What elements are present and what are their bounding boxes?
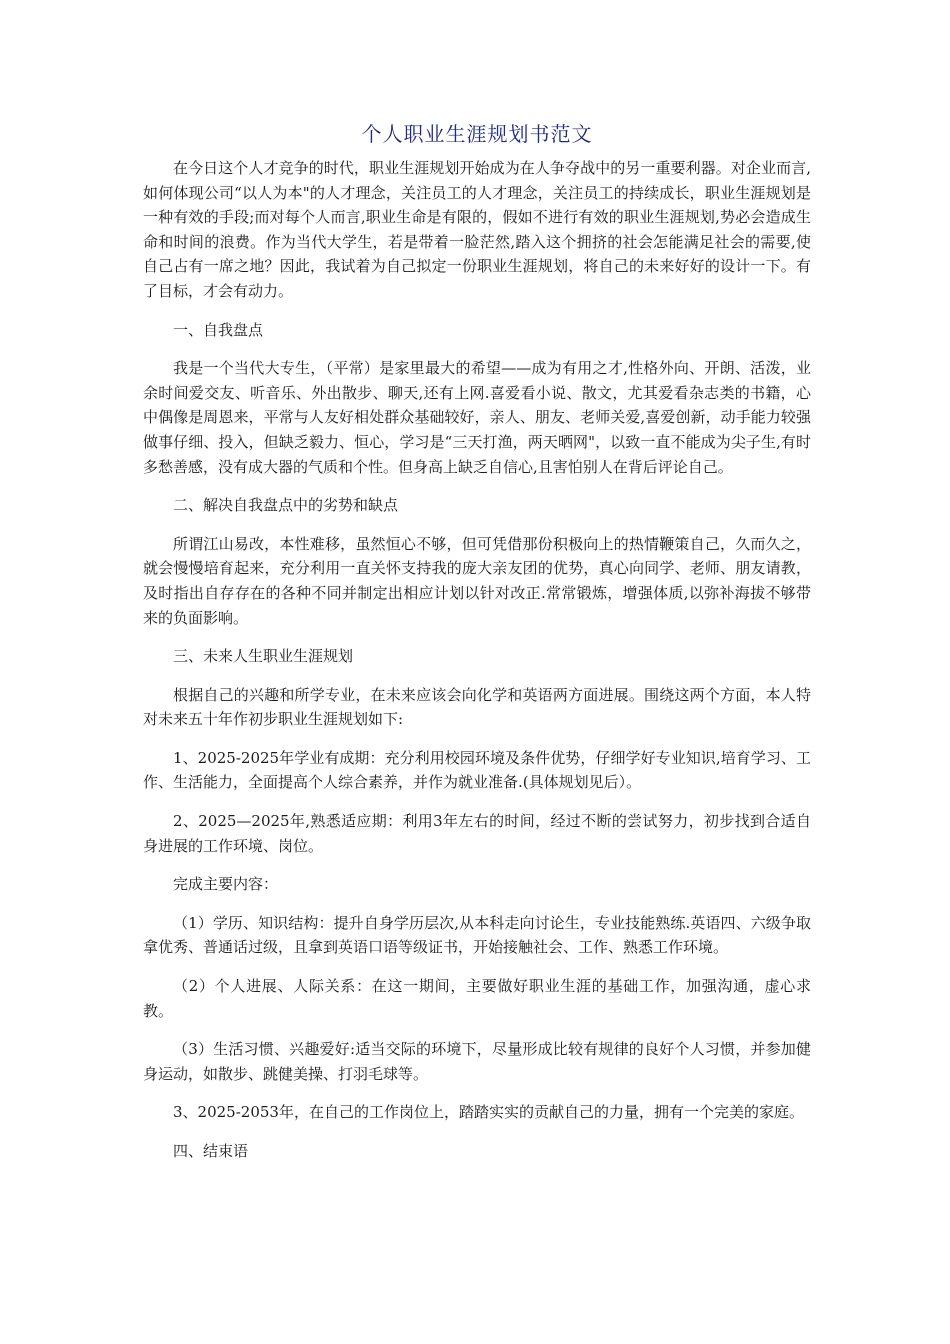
section-heading-conclusion: 四、结束语 [173, 1142, 249, 1160]
document-page [143, 118, 811, 1178]
document-title: 个人职业生涯规划书范文 [361, 122, 593, 146]
task-item-2: （2）个人进展、人际关系：在这一期间，主要做好职业生涯的基础工作，加强沟通，虚心求教。 [143, 977, 811, 1020]
section-heading-self-assessment: 一、自我盘点 [173, 320, 264, 339]
plan-stage-3: 3、2025-2053年，在自己的工作岗位上，踏踏实实的贡献自己的力量，拥有一个完美的家庭。 [173, 1103, 804, 1122]
section-heading-weakness-solutions: 二、解决自我盘点中的劣势和缺点 [173, 496, 399, 515]
career-plan-intro-paragraph: 根据自己的兴趣和所学专业，在未来应该会向化学和英语两方面进展。围绕这两个方面，本人特对未来五十年作初步职业生涯规划如下: [143, 685, 811, 729]
task-item-3: （3）生活习惯、兴趣爱好:适当交际的环境下，尽量形成比较有规律的良好个人习惯，并参加健身运动，如散步、跳健美操、打羽毛球等。 [143, 1040, 811, 1083]
task-item-1: （1）学历、知识结构：提升自身学历层次,从本科走向讨论生，专业技能熟练.英语四、六级争取拿优秀、普通话过级，且拿到英语口语等级证书，开始接触社会、工作、熟悉工作环境。 [143, 913, 811, 957]
weakness-solutions-paragraph: 所谓江山易改，本性难移，虽然恒心不够，但可凭借那份积极向上的热情鞭策自己，久而久之，就会慢慢培育起来，充分利用一直关怀支持我的庞大亲友团的优势，真心向同学、老师、朋友请教，及时指出自存存在的各种不同并制定出相应计划以针对改正.常常锻炼，增强体质,以弥补海拔不够带来的负面影响。 [143, 534, 811, 627]
self-assessment-paragraph: 我是一个当代大专生，（平常）是家里最大的希望——成为有用之才,性格外向、开朗、活泼，业余时间爱交友、听音乐、外出散步、聊天,还有上网.喜爱看小说、散文，尤其爱看杂志类的书籍，心中偶像是周恩来，平常与人友好相处群众基础较好，亲人、朋友、老师关爱,喜爱创新，动手能力较强做事仔细、投入，但缺乏毅力、恒心，学习是“三天打渔，两天晒网"，以致一直不能成为尖子生,有时多愁善感，没有成大器的气质和个性。但身高上缺乏自信心,且害怕别人在背后评论自己。 [143, 359, 811, 476]
plan-stage-2: 2、2025—2025年,熟悉适应期：利用3年左右的时间，经过不断的尝试努力，初步找到合适自身进展的工作环境、岗位。 [143, 812, 811, 855]
tasks-heading: 完成主要内容： [173, 875, 279, 894]
section-heading-career-plan: 三、未来人生职业生涯规划 [173, 647, 354, 666]
plan-stage-1: 1、2025-2025年学业有成期：充分利用校园环境及条件优势，仔细学好专业知识,培育学习、工作、生活能力，全面提高个人综合素养，并作为就业准备.(具体规划见后）。 [143, 748, 811, 792]
intro-paragraph: 在今日这个人才竞争的时代，职业生涯规划开始成为在人争夺战中的另一重要利器。对企业而言,如何体现公司“以人为本"的人才理念，关注员工的人才理念，关注员工的持续成长，职业生涯规划是一种有效的手段;而对每个人而言,职业生命是有限的，假如不进行有效的职业生涯规划,势必会造成生命和时间的浪费。作为当代大学生，若是带着一脸茫然,踏入这个拥挤的社会怎能满足社会的需要,使自己占有一席之地？因此，我试着为自己拟定一份职业生涯规划，将自己的未来好好的设计一下。有了目标，才会有动力。 [143, 159, 811, 300]
